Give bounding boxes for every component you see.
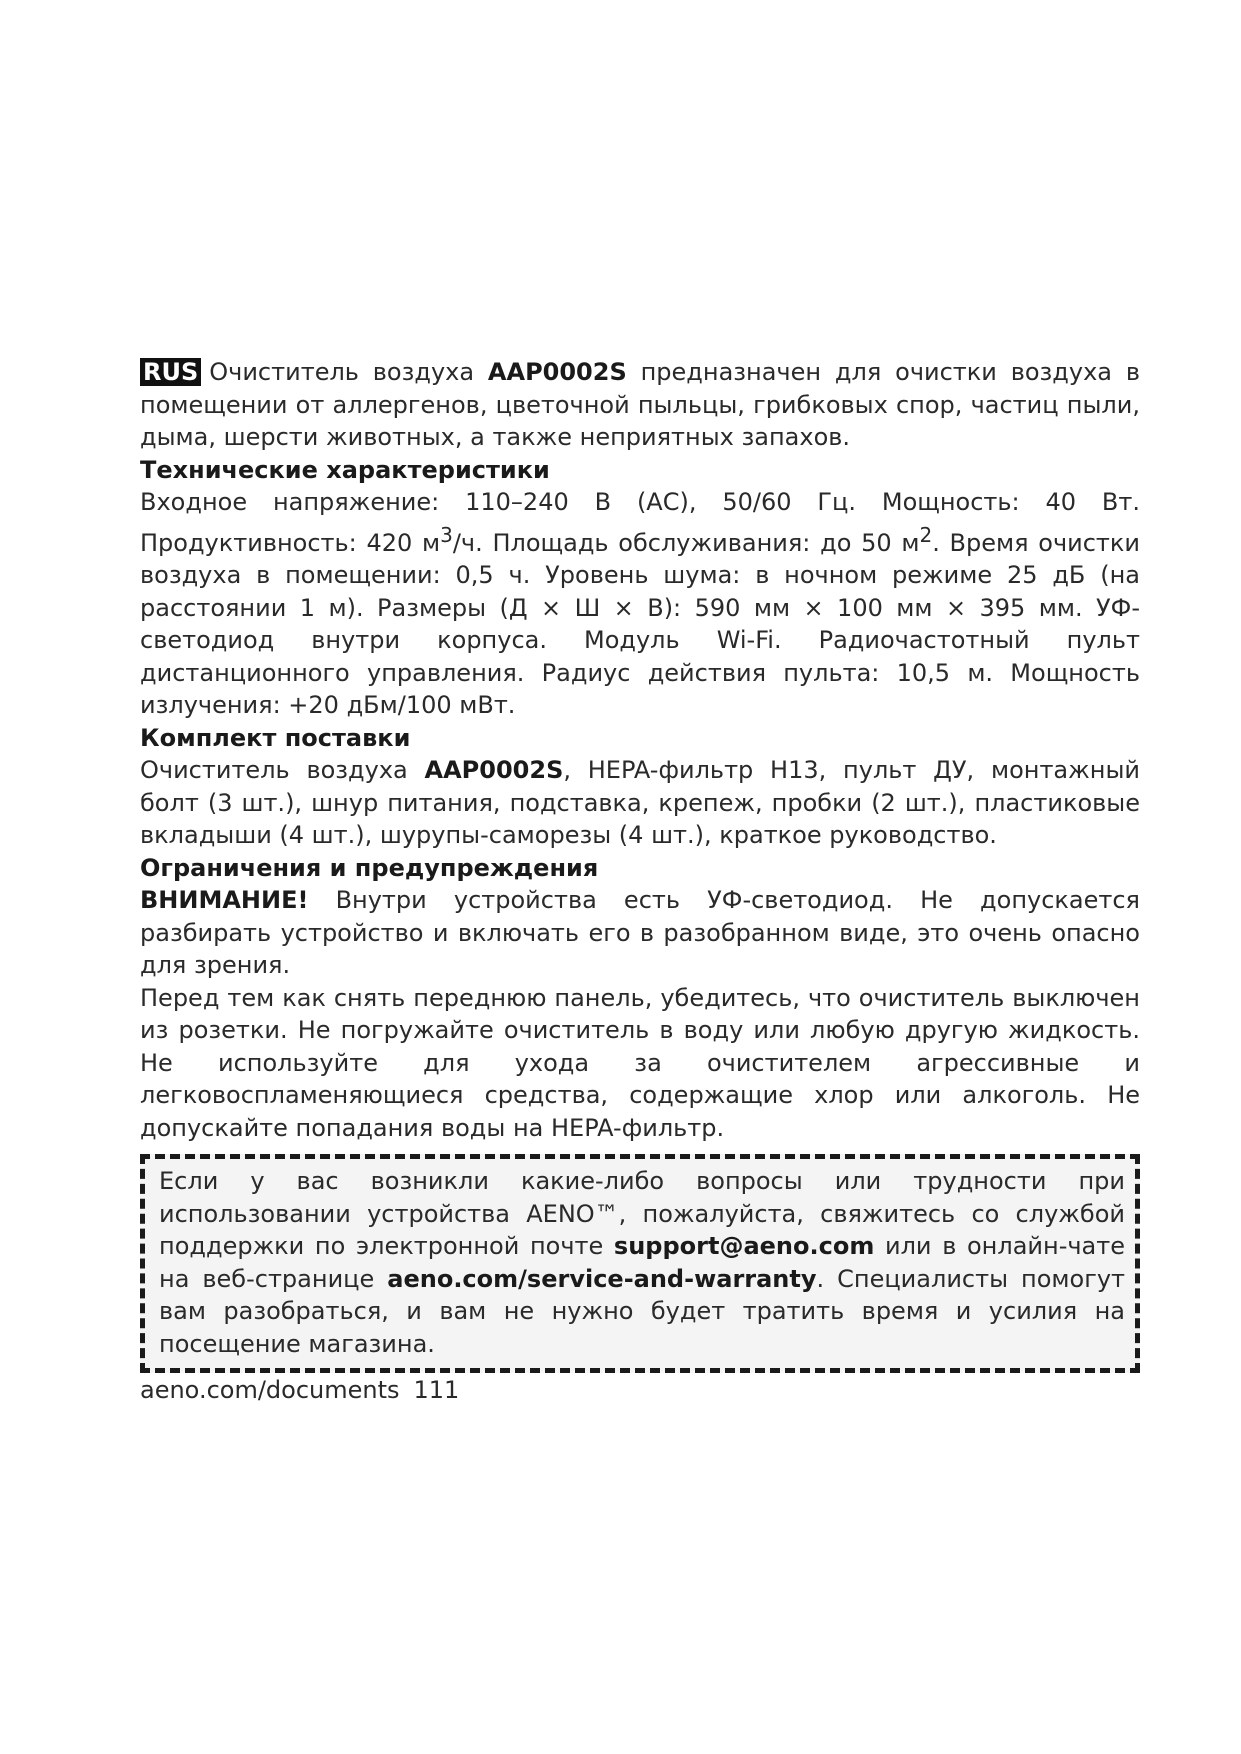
intro-text-after: предназначен для очистки воздуха в помещении от аллергенов, цветочной пыльцы, грибковых спор, частиц пыли, дыма, шерсти животных, а также неприятных запахов.	[140, 358, 1140, 451]
attention-label: ВНИМАНИЕ!	[140, 886, 309, 914]
specs-part2: /ч. Площадь обслуживания: до 50 м	[452, 528, 920, 557]
specs-paragraph	[140, 486, 1140, 722]
specs-part1: Входное напряжение: 110–240 В (АС), 50/60 Гц. Мощность: 40 Вт. Продуктивность: 420 м	[140, 488, 1140, 557]
specs-part3: . Время очистки воздуха в помещении: 0,5 ч. Уровень шума: в ночном режиме 25 дБ (на расстоянии 1 м). Размеры (Д × Ш × В): 590 мм × 100 мм × 395 мм. УФ-светодиод внутри корпуса. Модуль Wi-Fi. Радиочастотный пульт дистанционного управления. Радиус действия пульта: 10,5 м. Мощность излучения: +20 дБм/100 мВт.	[140, 528, 1141, 719]
intro-model: AAP0002S	[487, 358, 627, 386]
package-model: AAP0002S	[424, 756, 564, 784]
support-text-2: или в онлайн-чате на веб-странице	[159, 1232, 1125, 1293]
support-url-link[interactable]: aeno.com/service-and-warranty	[387, 1264, 817, 1293]
package-text-before: Очиститель воздуха	[140, 756, 425, 784]
intro-paragraph	[140, 356, 1140, 454]
warnings-paragraph-1	[140, 884, 1140, 982]
specs-sup-cubic: 3	[440, 522, 453, 547]
page-number: 111	[413, 1376, 460, 1404]
support-box	[140, 1154, 1140, 1373]
package-heading: Комплект поставки	[140, 723, 411, 752]
specs-sup-square: 2	[919, 522, 933, 547]
support-text-3: . Специалисты помогут вам разобраться, и вам не нужно будет тратить время и усилия на посещение магазина.	[159, 1264, 1125, 1358]
attention-text: Внутри устройства есть УФ-светодиод. Не допускается разбирать устройство и включать его в разобранном виде, это очень опасно для зрения.	[140, 886, 1140, 979]
support-paragraph	[159, 1165, 1125, 1360]
footer-site-link[interactable]: aeno.com/documents	[140, 1376, 400, 1404]
intro-text-before: Очиститель воздуха	[209, 358, 488, 386]
support-text-1: Если у вас возникли какие-либо вопросы или трудности при использовании устройства AENO™, пожалуйста, свяжитесь со службой поддержки по электронной почте	[159, 1167, 1125, 1260]
specs-heading: Технические характеристики	[140, 455, 550, 484]
language-badge: RUS	[140, 358, 201, 386]
package-text-after: , HEPA-фильтр H13, пульт ДУ, монтажный болт (3 шт.), шнур питания, подставка, крепеж, пробки (2 шт.), пластиковые вкладыши (4 шт.), шурупы-саморезы (4 шт.), краткое руководство.	[140, 756, 1140, 849]
document-body	[140, 356, 1140, 1373]
warnings-paragraph-2: Перед тем как снять переднюю панель, убедитесь, что очиститель выключен из розетки. Не погружайте очиститель в воду или любую другую жидкость. Не используйте для ухода за очистителем агрессивные и легковоспламеняющиеся средства, содержащие хлор или алкоголь. Не допускайте попадания воды на HEPA-фильтр.	[140, 983, 1140, 1142]
warnings-heading: Ограничения и предупреждения	[140, 853, 599, 882]
support-email-link[interactable]: support@aeno.com	[613, 1232, 875, 1260]
page-footer	[140, 1376, 459, 1404]
package-paragraph	[140, 754, 1140, 852]
